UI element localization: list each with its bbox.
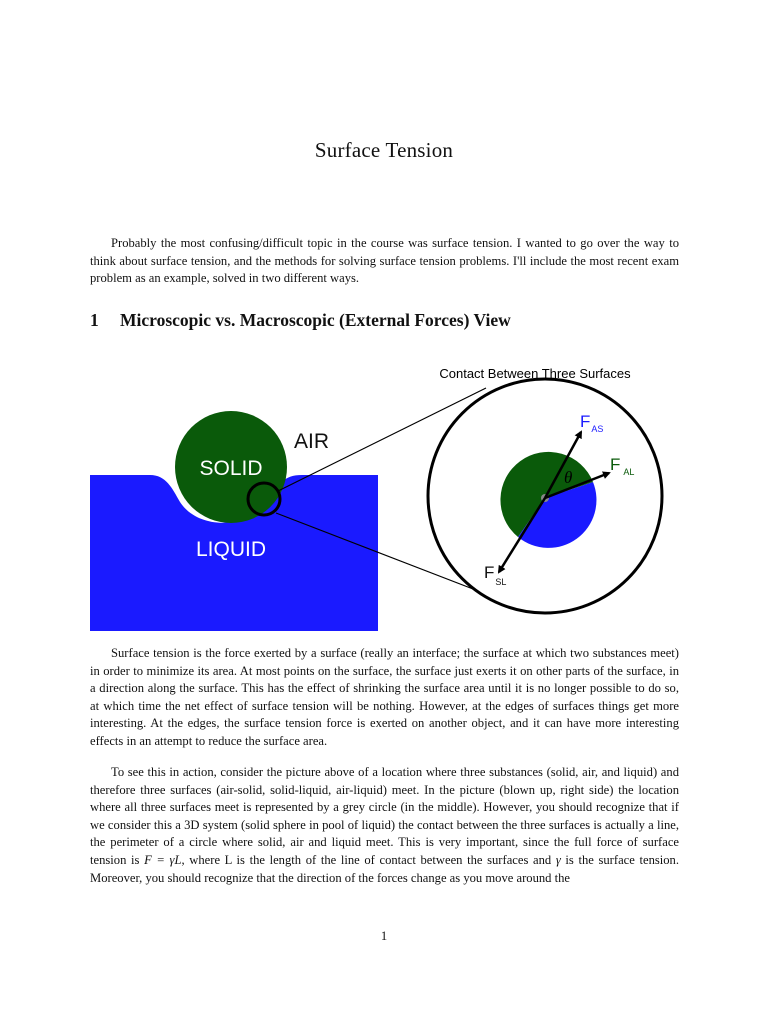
figure-svg: [88, 360, 688, 638]
page-number: 1: [380, 929, 388, 943]
label-solid: SOLID: [199, 457, 263, 480]
formula-surface-tension: F = γL: [144, 852, 182, 867]
three-surfaces-figure: [88, 360, 688, 638]
gamma-symbol: γ: [555, 852, 561, 867]
paragraph-2-text-c: is the surface tension. Moreover, you should recognize that the direction of the forces change as you move around the: [90, 852, 680, 885]
paragraph-2-text-b: , where L is the length of the line of contact between the surfaces and: [181, 852, 556, 867]
page-title: Surface Tension: [314, 138, 454, 162]
section-title: Microscopic vs. Macroscopic (External Forces) View: [120, 310, 511, 330]
label-force-as: $F_{AS}$: [580, 412, 604, 434]
body-paragraph-2: [90, 764, 679, 887]
section-heading: [90, 310, 690, 331]
label-liquid: LIQUID: [195, 538, 267, 561]
intro-paragraph: Probably the most confusing/difficult topic in the course was surface tension. I wanted to go over the way to think about surface tension, and the methods for solving surface tension problems. I'll include the most recent exam problem as an example, solved in two different ways.: [90, 236, 679, 286]
label-air: AIR: [294, 430, 330, 453]
figure-title: Contact Between Three Surfaces: [439, 366, 631, 381]
label-theta: θ: [564, 468, 573, 487]
section-number: 1: [90, 310, 99, 330]
paragraph-2-text-a: To see this in action, consider the picture above of a location where three substances (solid, air, and liquid) and therefore three surfaces (air-solid, solid-liquid, air-liquid) meet. In the picture (blown up, right side) the location where all three surfaces meet is represented by a grey circle (in the middle). However, you should recognize that if we consider this a 3D system (solid sphere in pool of liquid) the contact between the three surfaces is actually a line, the perimeter of a circle where solid, air and liquid meet. This is very important, since the full force of surface tension is: [90, 765, 679, 867]
label-force-al: F $_{AL}$: [610, 455, 635, 477]
body-paragraph-1: Surface tension is the force exerted by a surface (really an interface; the surface at which two substances meet) in order to minimize its area. At most points on the surface, the surface just exerts it on other parts of the surface, in a direction along the surface. This has the effect of shrinking the surface area until it is no longer possible to do so, at which time the net effect of surface tension will be nothing. However, at the edges of surfaces things get more interesting. At the edges, the surface tension force is exerted on another object, and it can have more interesting effects in an attempt to reduce the surface area.: [90, 646, 679, 748]
label-force-sl: $F_{SL}$: [484, 563, 507, 587]
